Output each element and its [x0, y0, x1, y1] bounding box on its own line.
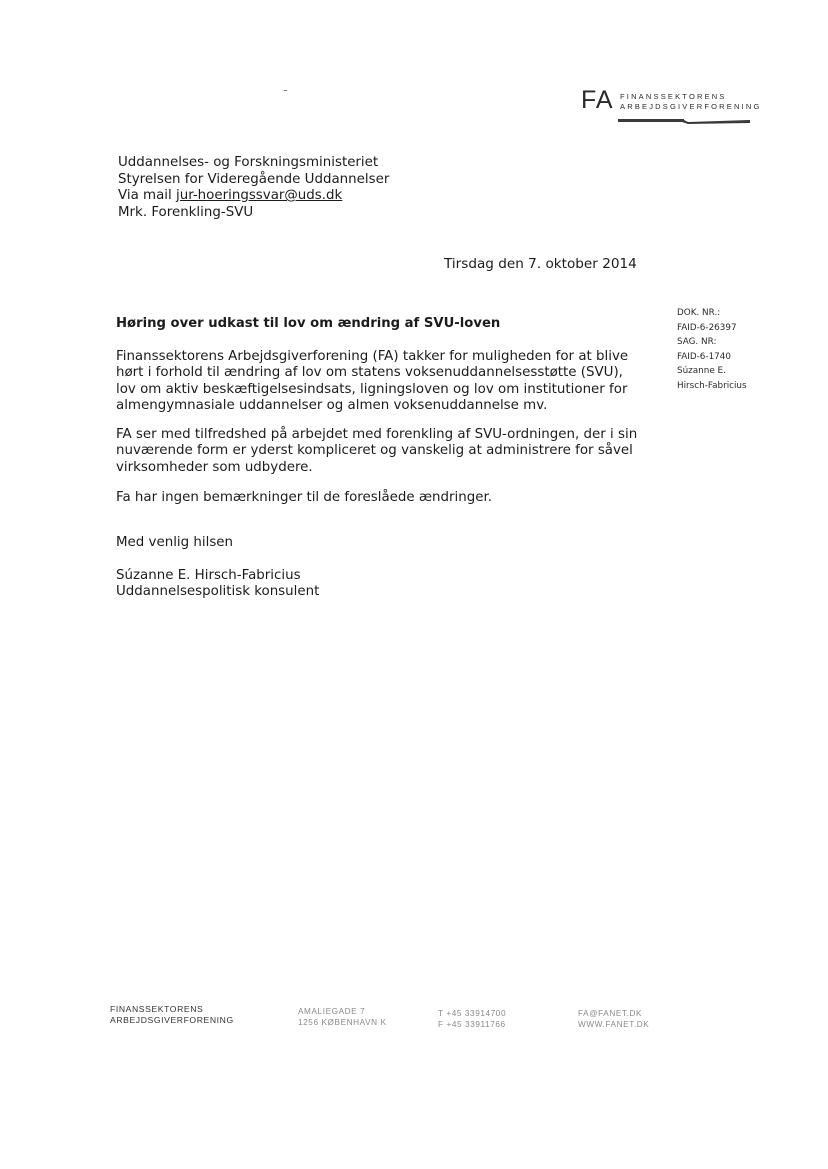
reference-info	[677, 306, 747, 394]
sag-label: SAG. NR:	[677, 337, 717, 348]
letter-subject: Høring over udkast til lov om ændring af SVU-loven	[116, 316, 501, 331]
signer-title: Uddannelsespolitisk konsulent	[116, 584, 320, 600]
closing-greeting: Med venlig hilsen	[116, 535, 234, 550]
logo-text-line2: ARBEJDSGIVERFORENING	[620, 102, 762, 111]
footer-fax: F +45 33911766	[438, 1020, 506, 1029]
footer-street: AMALIEGADE 7	[298, 1007, 366, 1016]
body-paragraph-3: Fa har ingen bemærkninger til de foreslåede ændringer.	[116, 490, 493, 505]
footer-web[interactable]: WWW.FANET.DK	[578, 1020, 650, 1029]
signature-block	[116, 568, 319, 601]
footer-org-line2: ARBEJDSGIVERFORENING	[110, 1015, 234, 1025]
scan-speck	[284, 90, 287, 91]
signer-name: Súzanne E. Hirsch-Fabricius	[116, 568, 301, 583]
dok-label: DOK. NR.:	[677, 308, 721, 318]
footer-phone: T +45 33914700	[438, 1009, 507, 1018]
recipient-line-mail	[118, 188, 389, 205]
dok-value: FAID-6-26397	[677, 322, 737, 333]
recipient-email-link[interactable]: jur-hoeringssvar@uds.dk	[176, 188, 343, 203]
mail-prefix: Via mail	[118, 188, 176, 203]
recipient-address	[118, 155, 389, 221]
footer-contact	[578, 1008, 649, 1030]
contact-person-line1: Súzanne E.	[677, 366, 726, 377]
footer-org-line1: FINANSSEKTORENS	[110, 1004, 204, 1014]
logo-underline-icon	[618, 117, 750, 125]
contact-person-line2: Hirsch-Fabricius	[677, 380, 747, 391]
recipient-line-ministry: Uddannelses- og Forskningsministeriet	[118, 155, 379, 170]
sag-value: FAID-6-1740	[677, 351, 731, 362]
footer-city: 1256 KØBENHAVN K	[298, 1018, 387, 1027]
footer-address	[298, 1006, 387, 1028]
recipient-line-agency: Styrelsen for Videregående Uddannelser	[118, 171, 390, 187]
recipient-line-mark: Mrk. Forenkling-SVU	[118, 204, 254, 220]
footer-phone-fax	[438, 1008, 506, 1030]
letter-date: Tirsdag den 7. oktober 2014	[444, 256, 637, 272]
footer-email[interactable]: FA@FANET.DK	[578, 1009, 643, 1018]
footer-organization	[110, 1004, 234, 1026]
logo-text-line1: FINANSSEKTORENS	[620, 92, 727, 101]
body-paragraph-1: Finanssektorens Arbejdsgiverforening (FA) takker for muligheden for at blive hørt i forhold til ændring af lov om statens voksenuddannelsesstøtte (SVU), lov om aktiv beskæftigelsesindsats, ligningsloven og lov om institutioner for almengymnasiale uddannelser og almen voksenuddannelse mv.	[116, 349, 629, 414]
body-paragraph-2: FA ser med tilfredshed på arbejdet med forenkling af SVU-ordningen, der i sin nuværende form er yderst kompliceret og vanskelig at administrere for såvel virksomheder som udbydere.	[116, 427, 638, 475]
logo-mark: FA	[581, 86, 614, 114]
